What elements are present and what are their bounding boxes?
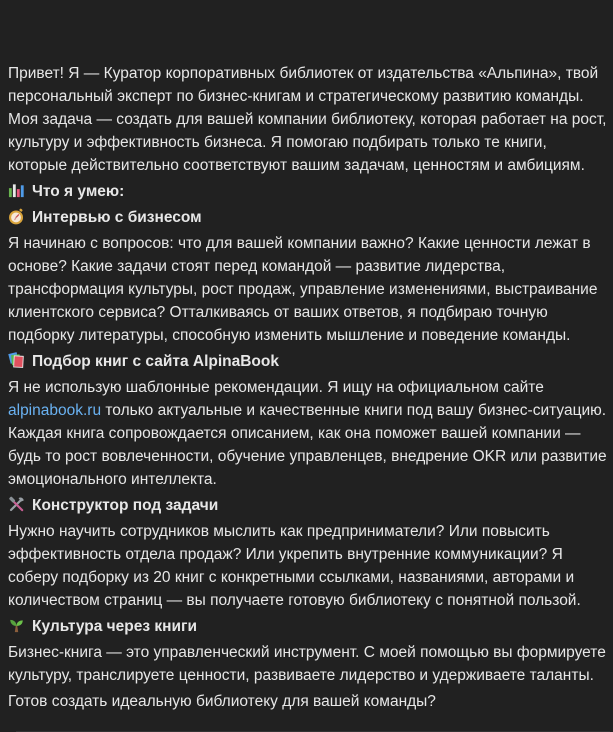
section-body-interview: Я начинаю с вопросов: что для вашей компании важно? Какие ценности лежат в основе? Какие задачи стоят перед командой — развитие лидерства, трансформация культуры, рост продаж, управление изменениями, выстраивание клиентского сервиса? Отталкиваясь от ваших ответов, я подбираю точную подборку литературы, способную изменить мышление и поведение команды. (8, 235, 598, 344)
alpinabook-link[interactable]: alpinabook.ru (8, 402, 102, 419)
section-title-label: Культура через книги (32, 618, 198, 635)
section-body-book-selection (8, 376, 610, 491)
section-title-label: Конструктор под задачи (32, 497, 219, 514)
section-title-label: Интервью с бизнесом (32, 209, 202, 226)
skills-header-label: Что я умею: (32, 183, 125, 200)
skills-header (8, 180, 610, 203)
body-text-before-link: Я не использую шаблонные рекомендации. Я ищу на официальном сайте (8, 379, 544, 396)
section-title-book-selection (8, 350, 610, 373)
intro-paragraph: Привет! Я — Куратор корпоративных библиотек от издательства «Альпина», твой персональный эксперт по бизнес-книгам и стратегическому развитию команды. Моя задача — создать для вашей компании библиотеку, которая работает на рост, культуру и эффективность бизнеса. Я помогаю подбирать только те книги, которые действительно соответствуют вашим задачам, ценностям и амбициям. (8, 65, 607, 174)
section-title-label: Подбор книг с сайта AlpinaBook (32, 353, 279, 370)
section-title-culture (8, 615, 610, 638)
hammer-wrench-icon (8, 496, 25, 513)
section-body-culture: Бизнес-книга — это управленческий инструмент. С моей помощью вы формируете культуру, транслируете ценности, развиваете лидерство и удерживаете таланты. (8, 644, 606, 684)
closing-question: Готов создать идеальную библиотеку для вашей команды? (8, 693, 436, 710)
section-title-constructor (8, 494, 610, 517)
section-body-constructor: Нужно научить сотрудников мыслить как предприниматели? Или повысить эффективность отдела продаж? Или укрепить внутренние коммуникации? Я соберу подборку из 20 книг с конкретными ссылками, названиями, авторами и количеством страниц — вы получаете готовую библиотеку с понятной пользой. (8, 523, 581, 609)
stopwatch-icon (8, 208, 25, 225)
books-icon (8, 352, 25, 369)
body-text-after-link: только актуальные и качественные книги под вашу бизнес-ситуацию. Каждая книга сопровождается описанием, как она поможет вашей компании — будь то рост вовлеченности, обучение управленцев, внедрение OKR или развитие эмоционального интеллекта. (8, 402, 607, 488)
seedling-icon (8, 617, 25, 634)
section-title-interview (8, 206, 610, 229)
bar-chart-icon (8, 182, 25, 199)
